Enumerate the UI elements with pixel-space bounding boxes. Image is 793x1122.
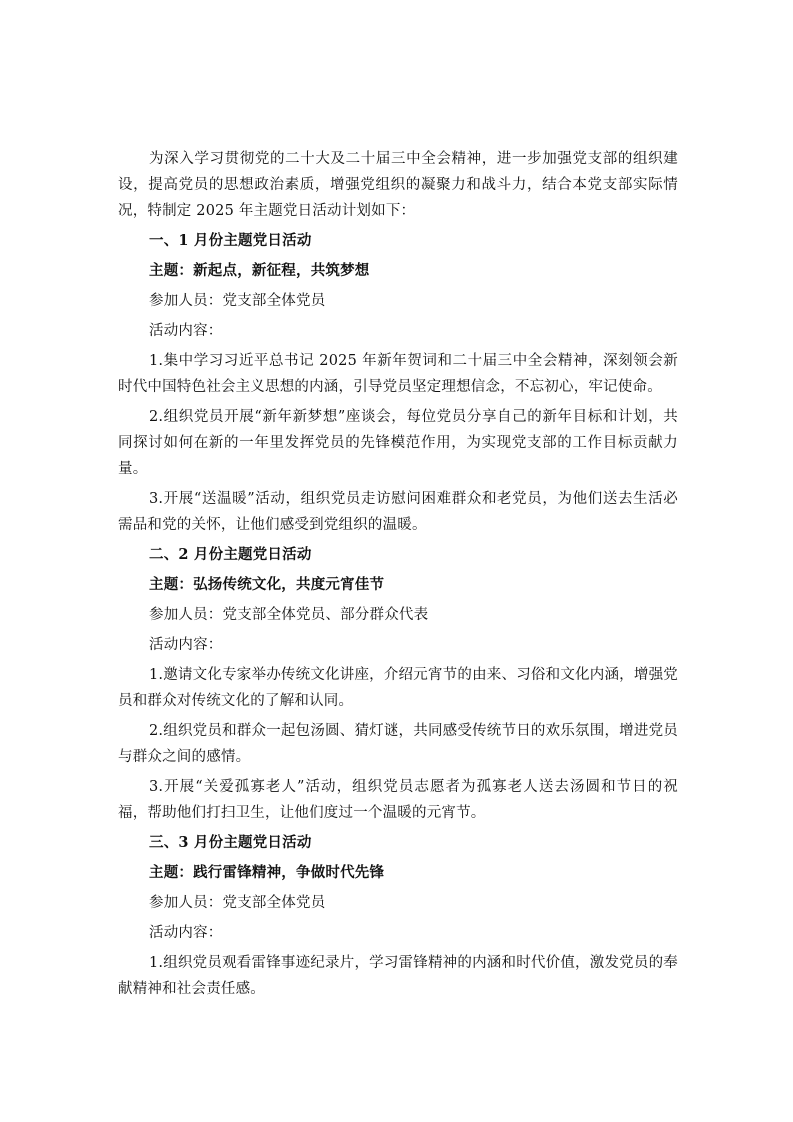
document-body [118, 146, 678, 1006]
intro-paragraph: 为深入学习贯彻党的二十大及二十届三中全会精神，进一步加强党支部的组织建设，提高党员的思想政治素质，增强党组织的凝聚力和战斗力，结合本党支部实际情况，特制定 2025 年主题党日活动计划如下： [118, 151, 678, 219]
section-participants: 参加人员：党支部全体党员 [149, 293, 326, 309]
section-theme: 主题：弘扬传统文化，共度元宵佳节 [149, 576, 385, 593]
activity-item: 2.组织党员和群众一起包汤圆、猜灯谜，共同感受传统节日的欢乐氛围，增进党员与群众之间的感情。 [118, 723, 678, 765]
section-participants: 参加人员：党支部全体党员 [149, 895, 326, 911]
section-theme: 主题：新起点，新征程，共筑梦想 [149, 262, 370, 279]
section-theme: 主题：践行雷锋精神，争做时代先锋 [149, 864, 385, 881]
section-content-label: 活动内容： [149, 323, 223, 339]
section-heading: 三、3 月份主题党日活动 [149, 834, 312, 851]
section-heading: 二、2 月份主题党日活动 [149, 546, 312, 563]
activity-item: 3.开展“送温暖”活动，组织党员走访慰问困难群众和老党员，为他们送去生活必需品和党的关怀，让他们感受到党组织的温暖。 [118, 491, 678, 533]
section-content-label: 活动内容： [149, 925, 223, 941]
activity-item: 3.开展“关爱孤寡老人”活动，组织党员志愿者为孤寡老人送去汤圆和节日的祝福，帮助他们打扫卫生，让他们度过一个温暖的元宵节。 [118, 779, 678, 821]
activity-item: 2.组织党员开展“新年新梦想”座谈会，每位党员分享自己的新年目标和计划，共同探讨如何在新的一年里发挥党员的先锋模范作用，为实现党支部的工作目标贡献力量。 [118, 409, 678, 477]
activity-item: 1.集中学习习近平总书记 2025 年新年贺词和二十届三中全会精神，深刻领会新时代中国特色社会主义思想的内涵，引导党员坚定理想信念，不忘初心，牢记使命。 [118, 353, 678, 395]
activity-item: 1.邀请文化专家举办传统文化讲座，介绍元宵节的由来、习俗和文化内涵，增强党员和群众对传统文化的了解和认同。 [118, 667, 678, 709]
activity-item: 1.组织党员观看雷锋事迹纪录片，学习雷锋精神的内涵和时代价值，激发党员的奉献精神和社会责任感。 [118, 955, 678, 997]
section-heading: 一、1 月份主题党日活动 [149, 232, 312, 249]
section-content-label: 活动内容： [149, 637, 223, 653]
section-participants: 参加人员：党支部全体党员、部分群众代表 [149, 607, 429, 623]
